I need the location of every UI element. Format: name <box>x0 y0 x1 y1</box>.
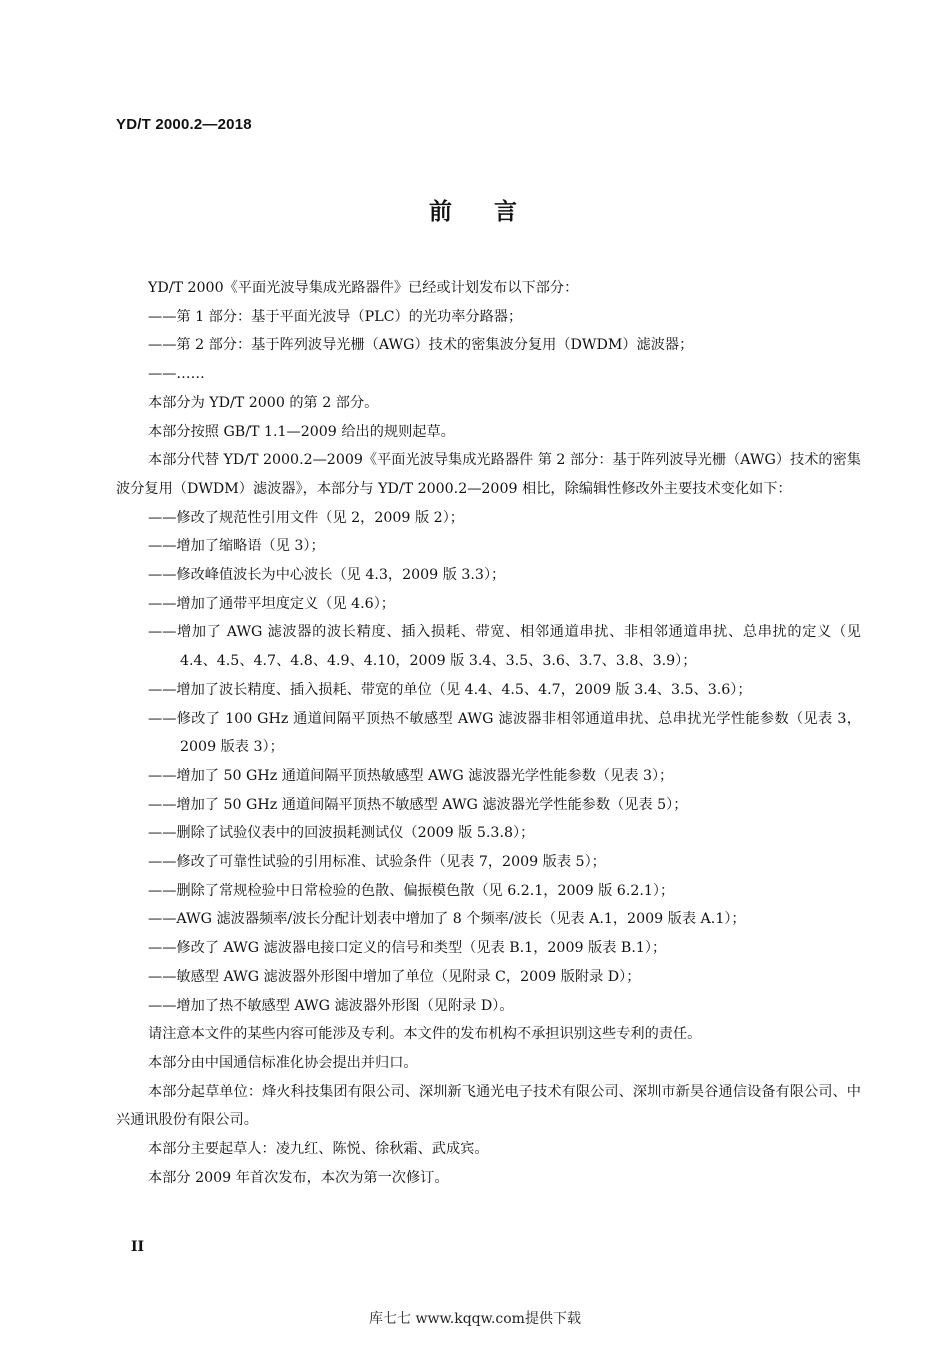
list-item: ——增加了 AWG 滤波器的波长精度、插入损耗、带宽、相邻通道串扰、非相邻通道串扰、总串扰的定义（见 4.4、4.5、4.7、4.8、4.9、4.10，2009 版 3.4、3.5、3.6、3.7、3.8、3.9）； <box>148 624 861 670</box>
paragraph-drafters: 本部分主要起草人：凌九红、陈悦、徐秋霜、武成宾。 <box>148 1141 489 1158</box>
page-number: II <box>131 1239 145 1255</box>
list-item: ——修改了 100 GHz 通道间隔平顶热不敏感型 AWG 滤波器非相邻通道串扰、总串扰光学性能参数（见表 3，2009 版表 3）； <box>148 710 861 756</box>
paragraph-proposer: 本部分由中国通信标准化协会提出并归口。 <box>148 1054 418 1071</box>
page-title <box>0 193 950 226</box>
list-item: ——…… <box>148 366 205 383</box>
list-item: ——增加了波长精度、插入损耗、带宽的单位（见 4.4、4.5、4.7，2009 版 3.4、3.5、3.6）； <box>148 681 752 698</box>
list-item: ——删除了常规检验中日常检验的色散、偏振模色散（见 6.2.1，2009 版 6.2.1）； <box>148 882 675 899</box>
list-item: ——增加了 50 GHz 通道间隔平顶热不敏感型 AWG 滤波器光学性能参数（见表 5）； <box>148 796 688 813</box>
list-item: ——敏感型 AWG 滤波器外形图中增加了单位（见附录 C，2009 版附录 D）； <box>148 968 641 985</box>
list-item: ——修改峰值波长为中心波长（见 4.3，2009 版 3.3）； <box>148 567 506 584</box>
list-item: ——AWG 滤波器频率/波长分配计划表中增加了 8 个频率/波长（见表 A.1，2009 版表 A.1）； <box>148 911 746 928</box>
paragraph: 本部分为 YD/T 2000 的第 2 部分。 <box>148 394 379 411</box>
list-item: ——修改了可靠性试验的引用标准、试验条件（见表 7，2009 版表 5）； <box>148 854 606 871</box>
page-title-char-1: 前 <box>429 199 456 225</box>
list-item: ——第 2 部分：基于阵列波导光栅（AWG）技术的密集波分复用（DWDM）滤波器； <box>148 337 694 354</box>
foreword-body <box>116 274 861 1193</box>
list-item: ——增加了通带平坦度定义（见 4.6）； <box>148 595 395 612</box>
list-item: ——增加了热不敏感型 AWG 滤波器外形图（见附录 D）。 <box>148 997 514 1014</box>
list-item: ——修改了 AWG 滤波器电接口定义的信号和类型（见表 B.1，2009 版表 B.1）； <box>148 940 667 957</box>
list-item: ——修改了规范性引用文件（见 2，2009 版 2）； <box>148 509 464 526</box>
list-item: ——删除了试验仪表中的回波损耗测试仪（2009 版 5.3.8）； <box>148 825 535 842</box>
paragraph: 本部分按照 GB/T 1.1—2009 给出的规则起草。 <box>148 423 455 440</box>
list-item: ——第 1 部分：基于平面光波导（PLC）的光功率分路器； <box>148 308 523 325</box>
list-item: ——增加了 50 GHz 通道间隔平顶热敏感型 AWG 滤波器光学性能参数（见表 3）； <box>148 767 674 784</box>
document-code: YD/T 2000.2—2018 <box>116 116 252 133</box>
paragraph-patent-notice: 请注意本文件的某些内容可能涉及专利。本文件的发布机构不承担识别这些专利的责任。 <box>148 1026 702 1043</box>
paragraph-intro: YD/T 2000《平面光波导集成光路器件》已经或计划发布以下部分： <box>148 280 579 296</box>
source-note: 库七七 www.kqqw.com提供下载 <box>369 1311 581 1327</box>
list-item: ——增加了缩略语（见 3）； <box>148 538 325 555</box>
paragraph-drafting-units: 本部分起草单位：烽火科技集团有限公司、深圳新飞通光电子技术有限公司、深圳市新昊谷通信设备有限公司、中兴通讯股份有限公司。 <box>116 1083 861 1129</box>
page-title-char-2: 言 <box>494 199 521 225</box>
paragraph-replacement: 本部分代替 YD/T 2000.2—2009《平面光波导集成光路器件 第 2 部分：基于阵列波导光栅（AWG）技术的密集波分复用（DWDM）滤波器》，本部分与 YD/T 2000.2—2009 相比，除编辑性修改外主要技术变化如下： <box>116 452 861 497</box>
paragraph-history: 本部分 2009 年首次发布，本次为第一次修订。 <box>148 1169 449 1186</box>
